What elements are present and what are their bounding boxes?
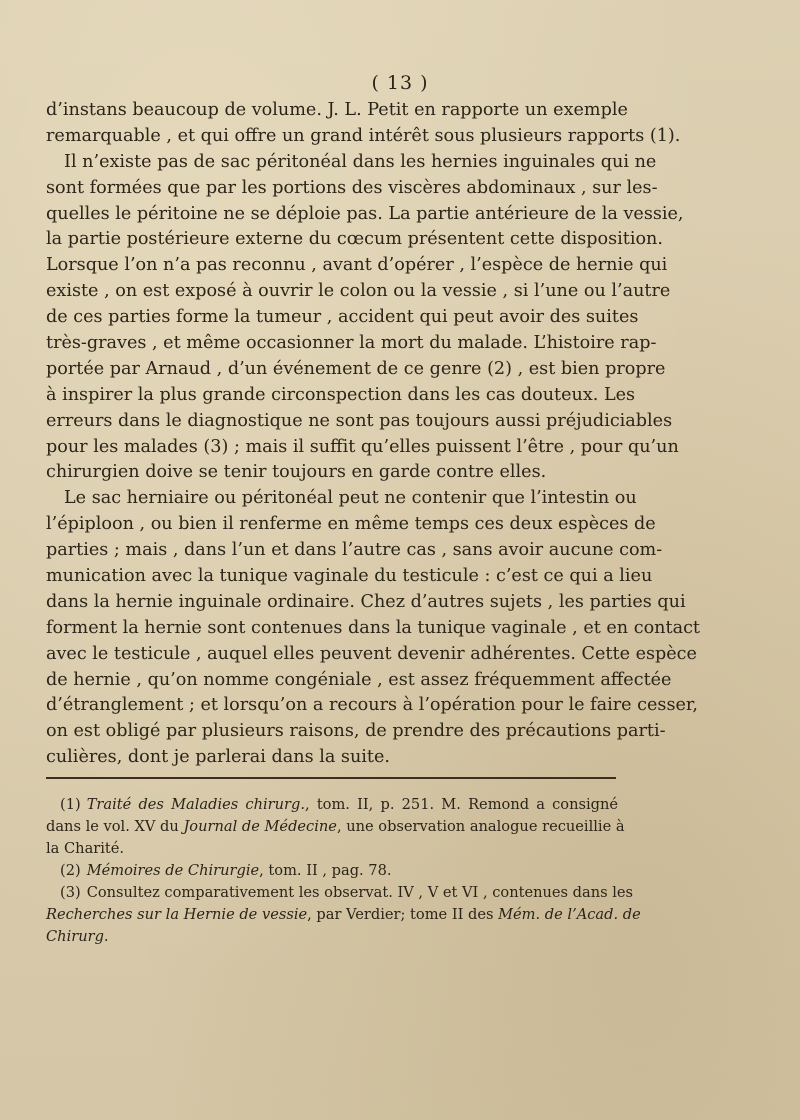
footnote-work-title: Traité des Maladies chirurg.: [86, 796, 305, 813]
footnote-marker: (1): [60, 796, 81, 813]
page-number: ( 13 ): [371, 72, 429, 94]
footnote-text: dans le vol. XV du: [46, 818, 179, 835]
footnote-text: , tom. II , pag. 78.: [259, 862, 392, 879]
footnote-text: , par Verdier; tome II des: [307, 906, 494, 923]
footnote-text: , tom. II, p. 251. M. Remond a consigné: [305, 796, 619, 813]
footnote-1-line: [46, 816, 625, 838]
text-line: portée par Arnaud , d’un événement de ce genre (2) , est bien propre: [46, 358, 666, 379]
footnote-3: [46, 882, 634, 904]
text-line: quelles le péritoine ne se déploie pas. La partie antérieure de la vessie,: [46, 203, 684, 224]
footnote-2: [46, 860, 618, 882]
text-line: très-graves , et même occasionner la mort du malade. L’histoire rap-: [46, 333, 657, 354]
footnote-work-title: Recherches sur la Hernie de vessie: [46, 906, 308, 923]
footnote-marker: (3): [60, 884, 81, 901]
footnote-journal-title: Journal de Médecine: [183, 818, 337, 835]
text-line: dans la hernie inguinale ordinaire. Chez d’autres sujets , les parties qui: [46, 591, 686, 612]
text-line: munication avec la tunique vaginale du testicule : c’est ce qui a lieu: [46, 566, 653, 587]
text-line: d’instans beaucoup de volume. J. L. Petit en rapporte un exemple: [46, 100, 628, 120]
body-text: [46, 98, 700, 771]
text-line: erreurs dans le diagnostique ne sont pas toujours aussi préjudiciables: [46, 410, 673, 431]
text-line: Il n’existe pas de sac péritonéal dans les hernies inguinales qui ne: [64, 151, 657, 172]
footnote-3-line: [46, 904, 641, 926]
text-line: Lorsque l’on n’a pas reconnu , avant d’opérer , l’espèce de hernie qui: [46, 255, 668, 276]
text-line: culières, dont je parlerai dans la suite.: [46, 747, 390, 768]
footnote-marker: (2): [60, 862, 81, 879]
text-line: remarquable , et qui offre un grand intérêt sous plusieurs rapports (1).: [46, 125, 681, 146]
footnote-text: , une observation analogue recueillie à: [336, 818, 625, 835]
text-line: chirurgien doive se tenir toujours en garde contre elles.: [46, 462, 547, 483]
text-line: pour les malades (3) ; mais il suffit qu’elles puissent l’être , pour qu’un: [46, 436, 679, 457]
text-line: de hernie , qu’on nomme congéniale , est assez fréquemment affectée: [46, 669, 672, 690]
text-line: parties ; mais , dans l’un et dans l’autre cas , sans avoir aucune com-: [46, 540, 663, 561]
footnote-text: Chirurg.: [46, 928, 109, 945]
footnote-1: [46, 794, 618, 816]
footnote-divider: [46, 777, 616, 779]
footnotes: [46, 794, 641, 948]
text-line: de ces parties forme la tumeur , accident qui peut avoir des suites: [46, 307, 639, 328]
text-line: sont formées que par les portions des viscères abdominaux , sur les-: [46, 177, 658, 198]
footnote-work-title: Mémoires de Chirurgie: [86, 862, 260, 879]
text-line: l’épiploon , ou bien il renferme en même temps ces deux espèces de: [46, 514, 656, 535]
text-line: forment la hernie sont contenues dans la tunique vaginale , et en contact: [46, 617, 700, 638]
text-line: d’étranglement ; et lorsqu’on a recours à l’opération pour le faire cesser,: [46, 695, 698, 716]
text-line: avec le testicule , auquel elles peuvent devenir adhérentes. Cette espèce: [46, 643, 697, 664]
text-line: existe , on est exposé à ouvrir le colon ou la vessie , si l’une ou l’autre: [46, 281, 671, 302]
footnote-text: Consultez comparativement les observat. IV , V et VI , contenues dans les: [86, 884, 634, 901]
text-line: la partie postérieure externe du cœcum présentent cette disposition.: [46, 229, 663, 250]
text-line: à inspirer la plus grande circonspection dans les cas douteux. Les: [46, 384, 636, 405]
text-line: Le sac herniaire ou péritonéal peut ne contenir que l’intestin ou: [64, 488, 637, 509]
footnote-journal-title: Mém. de l’Acad. de: [498, 906, 641, 923]
footnote-text: la Charité.: [46, 840, 125, 857]
text-line: on est obligé par plusieurs raisons, de prendre des précautions parti-: [46, 721, 666, 742]
